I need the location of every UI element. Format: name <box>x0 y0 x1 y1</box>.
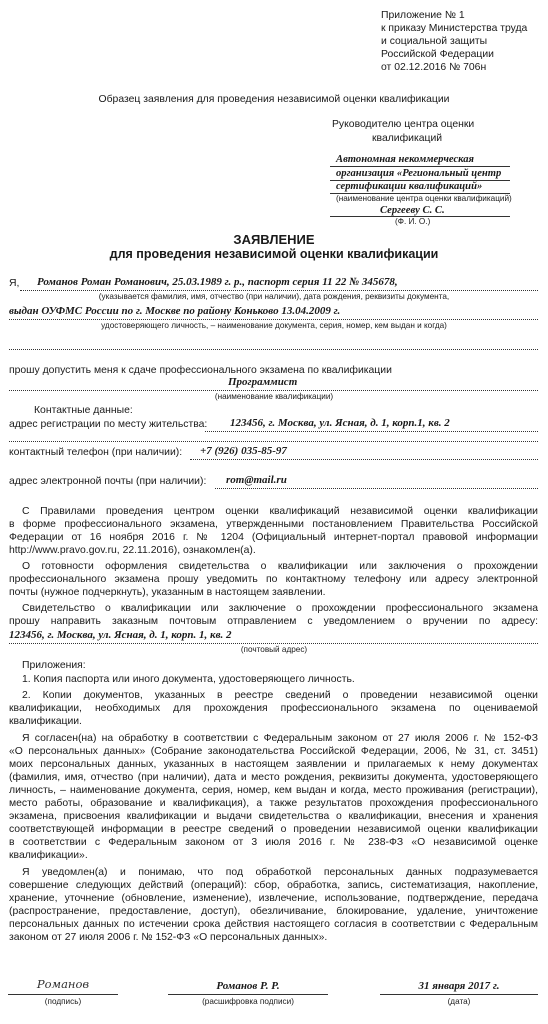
date-value: 31 января 2017 г. <box>418 980 500 992</box>
consent-line: место работы, образование и квалификация), а также результатов прохождения профессионального <box>9 798 538 809</box>
dotted-line <box>9 643 538 644</box>
consent-line: (фамилия, имя, отчество (при наличии), дата и место рождения, реквизиты документа, удостоверяющего <box>9 772 538 783</box>
attachment-item: 2. Копии документов, указанных в реестре сведений о проведении независимой оценки <box>22 690 538 701</box>
org-name-line: Автономная некоммерческая <box>336 154 475 165</box>
qualification-caption: (наименование квалификации) <box>214 392 334 401</box>
name-caption: (расшифровка подписи) <box>202 997 294 1006</box>
appendix-line: к приказу Министерства труда <box>381 23 528 34</box>
paragraph-line: О готовности оформления свидетельства о квалификации или заключения о прохождении <box>22 561 538 572</box>
signature-line <box>168 994 328 995</box>
statement-subtitle: для проведения независимой оценки квалификации <box>109 247 439 261</box>
dotted-line <box>9 349 538 350</box>
postal-caption: (почтовый адрес) <box>240 645 308 654</box>
org-name-line: сертификации квалификаций» <box>336 181 483 192</box>
qualification-value: Программист <box>228 376 298 388</box>
addressee-line: квалификаций <box>372 133 443 144</box>
attachment-item: квалификации, необходимых для прохождения профессионального экзамена по оцениваемой <box>9 703 538 714</box>
handwritten-signature: Романов <box>36 977 90 991</box>
paragraph-line: в форме профессионального экзамена, утвержденными постановлением Правительства Российской <box>9 519 538 530</box>
dotted-line <box>205 431 538 432</box>
notice-line: персональных данных по истечении срока действия настоящего согласия в соответствии с Федеральным <box>9 919 538 930</box>
org-caption: (наименование центра оценки квалификаций) <box>336 194 512 203</box>
signature-line <box>8 994 118 995</box>
date-caption: (дата) <box>447 997 471 1006</box>
paragraph-line: профессионального экзамена прошу уведомить по контактному телефону или адресу электронной <box>9 574 538 585</box>
notice-line: хранение, уточнение (обновление, изменение), извлечение, использование, подтверждение, передача <box>9 893 538 904</box>
attachments-heading: Приложения: <box>22 660 86 671</box>
signature-caption: (подпись) <box>44 997 82 1006</box>
address-value: 123456, г. Москва, ул. Ясная, д. 1, корп.1, кв. 2 <box>230 417 450 429</box>
postal-address-value: 123456, г. Москва, ул. Ясная, д. 1, корп. 1, кв. 2 <box>9 629 232 641</box>
dotted-line <box>9 319 538 320</box>
paragraph-line: почты (нужное подчеркнуть), указанным в настоящем заявлении. <box>9 587 326 598</box>
dotted-line <box>20 290 538 291</box>
name-decoded: Романов Р. Р. <box>216 980 280 992</box>
paragraph-line: С Правилами проведения центром оценки квалификаций независимой оценки квалификации <box>22 506 538 517</box>
contacts-heading: Контактные данные: <box>34 405 133 416</box>
dotted-line <box>9 390 538 391</box>
phone-value: +7 (926) 035-85-97 <box>200 445 287 457</box>
dotted-line <box>190 459 538 460</box>
appendix-line: Российской Федерации <box>381 49 494 60</box>
signature-line <box>380 994 538 995</box>
consent-line: соответствующей информации в реестре сведений о проведении независимой оценки квалификации <box>9 824 538 835</box>
sample-title: Образец заявления для проведения независимой оценки квалификации <box>98 94 450 105</box>
consent-line: «О персональных данных» (Собрание законодательства Российской Федерации, 2006, № 31, ст. 3451) <box>9 746 538 757</box>
head-caption: (Ф. И. О.) <box>395 217 431 226</box>
attachment-item: 1. Копия паспорта или иного документа, удостоверяющего личность. <box>22 674 355 685</box>
applicant-line: выдан ОУФМС России по г. Москве по району Коньково 13.04.2009 г. <box>9 305 341 317</box>
appendix-line: и социальной защиты <box>381 36 488 47</box>
address-label: адрес регистрации по месту жительства: <box>9 419 208 430</box>
dotted-line <box>215 488 538 489</box>
paragraph-line: Федерации от 16 ноября 2016 г. № 1204 (Официальный интернет-портал правовой информации <box>9 532 538 543</box>
consent-line: личность, – наименование документа, серия, номер, кем выдан и когда, место проживания (регистрации), <box>9 785 538 796</box>
statement-title: ЗАЯВЛЕНИЕ <box>233 232 315 247</box>
paragraph-line: http://www.pravo.gov.ru, 22.11.2016), ознакомлен(а). <box>9 545 256 556</box>
consent-line: экзамена, присвоения квалификации и выдачи свидетельства о квалификации, внесения и хранения <box>9 811 538 822</box>
dotted-line <box>9 441 538 442</box>
head-name: Сергееву С. С. <box>380 205 445 216</box>
consent-line: в соответствии с Федеральным законом от 3 июля 2016 г. № 238-ФЗ «О независимой оценке <box>9 837 538 848</box>
request-text: прошу допустить меня к сдаче профессионального экзамена по квалификации <box>9 365 392 376</box>
appendix-line: от 02.12.2016 № 706н <box>381 62 487 73</box>
consent-line: моих персональных данных, указанных в настоящем заявлении и прилагаемых к нему документах <box>9 759 538 770</box>
notice-line: (распространение, предоставление, доступ), обезличивание, блокирование, удаление, уничтожение <box>9 906 538 917</box>
applicant-line: Романов Роман Романович, 25.03.1989 г. р., паспорт серия 11 22 № 345678, <box>37 276 398 288</box>
consent-line: Я согласен(на) на обработку в соответствии с Федеральным законом от 27 июля 2006 г. № 152-ФЗ <box>22 733 538 744</box>
phone-label: контактный телефон (при наличии): <box>9 447 183 458</box>
applicant-prefix: Я, <box>9 278 20 289</box>
attachment-item: квалификации. <box>9 716 82 727</box>
notice-line: законом от 27 июля 2006 г. № 152-ФЗ «О персональных данных». <box>9 932 328 943</box>
notice-line: совершение следующих действий (операций): сбор, обработка, запись, систематизация, накопление, <box>9 880 538 891</box>
consent-line: квалификации». <box>9 850 88 861</box>
paragraph-line: прошу направить заказным почтовым отправлением с уведомлением о вручении по адресу: <box>9 616 538 627</box>
addressee-line: Руководителю центра оценки <box>332 119 475 130</box>
org-name-line: организация «Региональный центр <box>336 168 502 179</box>
appendix-line: Приложение № 1 <box>381 10 465 21</box>
email-value: rom@mail.ru <box>226 474 287 486</box>
email-label: адрес электронной почты (при наличии): <box>9 476 207 487</box>
applicant-caption: удостоверяющего личность, – наименование документа, серия, номер, кем выдан и когда) <box>101 321 447 330</box>
notice-line: Я уведомлен(а) и понимаю, что под обработкой персональных данных подразумевается <box>22 867 538 878</box>
paragraph-line: Свидетельство о квалификации или заключение о прохождении профессионального экзамена <box>22 603 538 614</box>
applicant-caption: (указывается фамилия, имя, отчество (при наличии), дата рождения, реквизиты документа, <box>98 292 450 301</box>
